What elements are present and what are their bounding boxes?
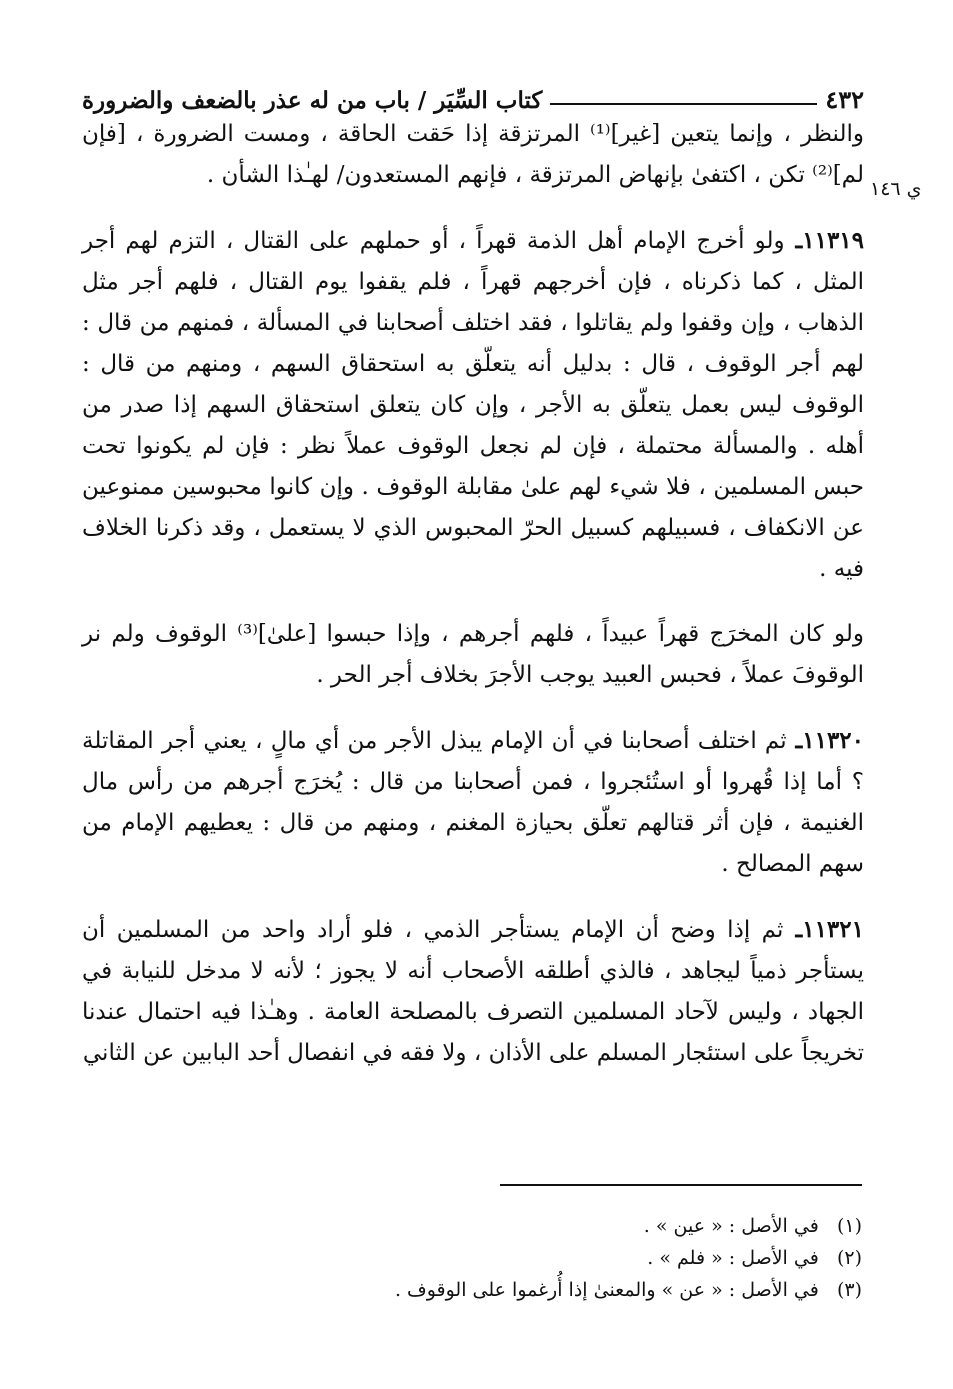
page-number: ٤٣٢ [825,85,864,114]
footnote-text: في الأصل : « عن » والمعنىٰ إذا أُرغموا على الوقوف . [394,1279,819,1301]
body-text [82,114,864,1074]
paragraph [82,614,864,696]
footnote-text: في الأصل : « عين » . [643,1215,819,1237]
paragraph-number: ١١٣٢٠ [802,727,865,754]
header-title: كتاب السِّيَر / باب من له عذر بالضعف والضرورة [82,87,543,114]
footnote [262,1242,862,1274]
paragraph-number: ١١٣١٩ [802,227,865,254]
footnote-number: (٢) [836,1247,862,1269]
header-rule [550,103,817,105]
footnote [262,1274,862,1306]
paragraph-text: ثم اختلف أصحابنا في أن الإمام يبذل الأجر من أي مالٍ ، يعني أجر المقاتلة ؟ أما إذا قُهروا أو استُئجروا ، فمن أصحابنا من قال : يُخرَج أجرهم من رأس مال الغنيمة ، فإن أثر قتالهم تعلّق بحيازة المغنم ، ومنهم من قال : يعطيهم الإمام من سهم المصالح . [82,728,864,877]
paragraph-text: والنظر ، وإنما يتعين [غير]⁽¹⁾ المرتزقة إذا حَقت الحاقة ، ومست الضرورة ، [فإن لم]⁽²⁾ تكن ، اكتفىٰ بإنهاض المرتزقة ، فإنهم المستعدون/ لهـٰذا الشأن . [82,121,864,188]
footnote-number: (١) [836,1215,862,1237]
paragraph-number: ١١٣٢١ [802,916,864,943]
footnotes [262,1210,862,1306]
margin-note: ي ١٤٦ [870,178,922,200]
paragraph [82,114,864,196]
paragraph-text: ولو كان المخرَج قهراً عبيداً ، فلهم أجرهم ، وإذا حبسوا [علىٰ]⁽³⁾ الوقوف ولم نر الوقوفَ عملاً ، فحبس العبيد يوجب الأجرَ بخلاف أجر الحر . [82,621,864,688]
paragraph-text: ولو أخرج الإمام أهل الذمة قهراً ، أو حملهم على القتال ، التزم لهم أجر المثل ، كما ذكرناه ، فإن أخرجهم قهراً ، فلم يقفوا يوم القتال ، فلهم أجر مثل الذهاب ، وإن وقفوا ولم يقاتلوا ، فقد اختلف أصحابنا في المسألة ، فمنهم من قال : لهم أجر الوقوف ، قال : بدليل أنه يتعلّق به استحقاق السهم ، ومنهم من قال : الوقوف ليس بعمل يتعلّق به الأجر ، وإن كان يتعلق استحقاق السهم إذا صدر من أهله . والمسألة محتملة ، فإن لم نجعل الوقوف عملاً نظر : فإن لم يكونوا تحت حبس المسلمين ، فلا شيء لهم علىٰ مقابلة الوقوف . وإن كانوا محبوسين ممنوعين عن الانكفاف ، فسبيلهم كسبيل الحرّ المحبوس الذي لا يستعمل ، وقد ذكرنا الخلاف فيه . [82,228,864,582]
page [82,80,864,1074]
footnote [262,1210,862,1242]
paragraph: ١١٣٢١ـ ثم إذا وضح أن الإمام يستأجر الذمي ، فلو أراد واحد من المسلمين أن يستأجر ذمياً ليجاهد ، فالذي أطلقه الأصحاب أنه لا يجوز ؛ لأنه لا مدخل للنيابة في الجهاد ، وليس لآحاد المسلمين التصرف بالمصلحة العامة . وهـٰذا فيه احتمال عندنا تخريجاً على استئجار المسلم على الأذان ، ولا فقه في انفصال أحد البابين عن الثاني [82,916,864,1066]
paragraph: ١١٣٢٠ـ ثم اختلف أصحابنا في أن الإمام يبذل الأجر من أي مالٍ ، يعني أجر المقاتلة ؟ أما إذا قُهروا أو استُئجروا ، فمن أصحابنا من قال : يُخرَج أجرهم من رأس مال الغنيمة ، فإن أثر قتالهم تعلّق بحيازة المغنم ، ومنهم من قال : يعطيهم الإمام من سهم المصالح . [82,727,865,877]
footnote-rule [500,1184,862,1186]
running-header [82,80,864,114]
footnote-number: (٣) [836,1279,862,1301]
footnote-text: في الأصل : « فلم » . [647,1247,819,1269]
paragraph-text: ثم إذا وضح أن الإمام يستأجر الذمي ، فلو أراد واحد من المسلمين أن يستأجر ذمياً ليجاهد ، فالذي أطلقه الأصحاب أنه لا يجوز ؛ لأنه لا مدخل للنيابة في الجهاد ، وليس لآحاد المسلمين التصرف بالمصلحة العامة . وهـٰذا فيه احتمال عندنا تخريجاً على استئجار المسلم على الأذان ، ولا فقه في انفصال أحد البابين عن الثاني [82,917,864,1066]
paragraph: ١١٣١٩ـ ولو أخرج الإمام أهل الذمة قهراً ، أو حملهم على القتال ، التزم لهم أجر المثل ، كما ذكرناه ، فإن أخرجهم قهراً ، فلم يقفوا يوم القتال ، فلهم أجر مثل الذهاب ، وإن وقفوا ولم يقاتلوا ، فقد اختلف أصحابنا في المسألة ، فمنهم من قال : لهم أجر الوقوف ، قال : بدليل أنه يتعلّق به استحقاق السهم ، ومنهم من قال : الوقوف ليس بعمل يتعلّق به الأجر ، وإن كان يتعلق استحقاق السهم إذا صدر من أهله . والمسألة محتملة ، فإن لم نجعل الوقوف عملاً نظر : فإن لم يكونوا تحت حبس المسلمين ، فلا شيء لهم علىٰ مقابلة الوقوف . وإن كانوا محبوسين ممنوعين عن الانكفاف ، فسبيلهم كسبيل الحرّ المحبوس الذي لا يستعمل ، وقد ذكرنا الخلاف فيه . [82,227,865,582]
